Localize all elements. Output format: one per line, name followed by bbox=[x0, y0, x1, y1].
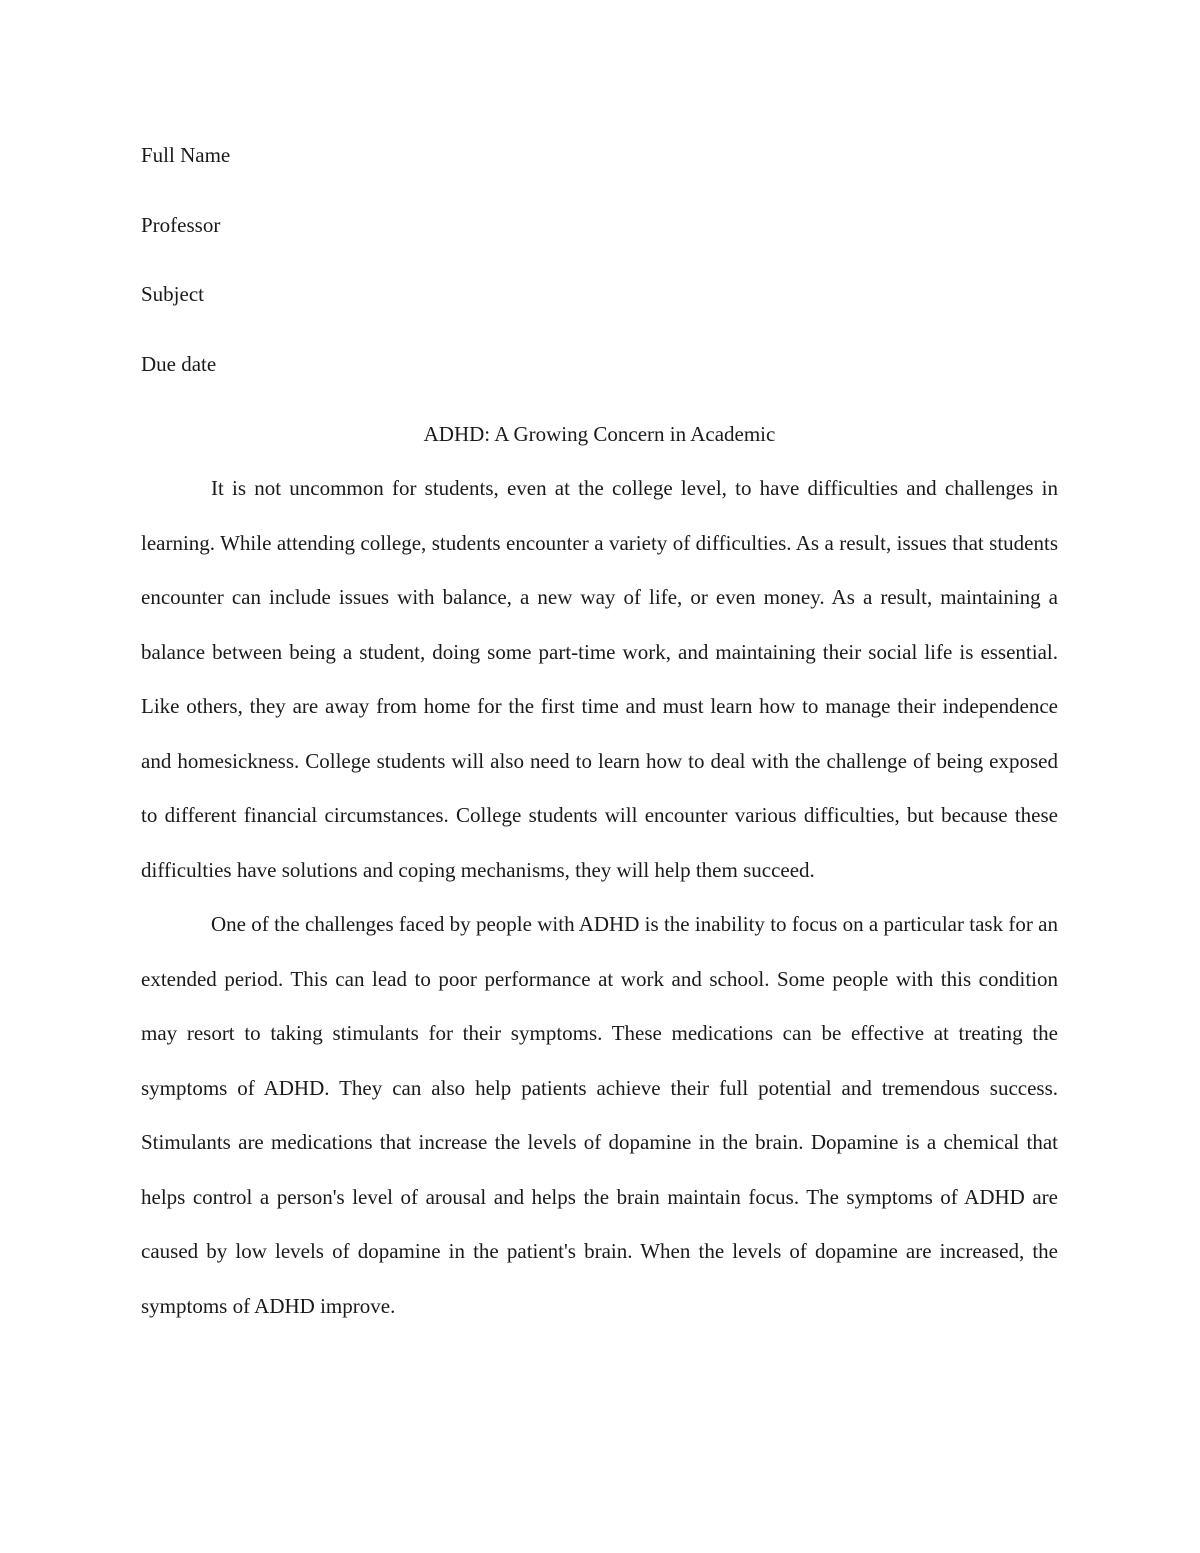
due-date: Due date bbox=[141, 352, 217, 377]
paragraph-1: It is not uncommon for students, even at the college level, to have difficulties and challenges in learning. While attending college, students encounter a variety of difficulties. As a result, issues that students encounter can include issues with balance, a new way of life, or even money. As a result, maintaining a balance between being a student, doing some part-time work, and maintaining their social life is essential. Like others, they are away from home for the first time and must learn how to manage their independence and homesickness. College students will also need to learn how to deal with the challenge of being exposed to different financial circumstances. College students will encounter various difficulties, but because these difficulties have solutions and coping mechanisms, they will help them succeed. bbox=[141, 476, 1058, 882]
essay-title: ADHD: A Growing Concern in Academic bbox=[423, 421, 776, 446]
paragraph-2: One of the challenges faced by people with ADHD is the inability to focus on a particular task for an extended period. This can lead to poor performance at work and school. Some people with this condition may resort to taking stimulants for their symptoms. These medications can be effective at treating the symptoms of ADHD. They can also help patients achieve their full potential and tremendous success. Stimulants are medications that increase the levels of dopamine in the brain. Dopamine is a chemical that helps control a person's level of arousal and helps the brain maintain focus. The symptoms of ADHD are caused by low levels of dopamine in the patient's brain. When the levels of dopamine are increased, the symptoms of ADHD improve. bbox=[141, 912, 1058, 1318]
student-name: Full Name bbox=[141, 143, 231, 167]
professor-name: Professor bbox=[141, 212, 221, 237]
subject-line: Subject bbox=[141, 282, 204, 307]
document-body bbox=[141, 128, 1058, 1333]
